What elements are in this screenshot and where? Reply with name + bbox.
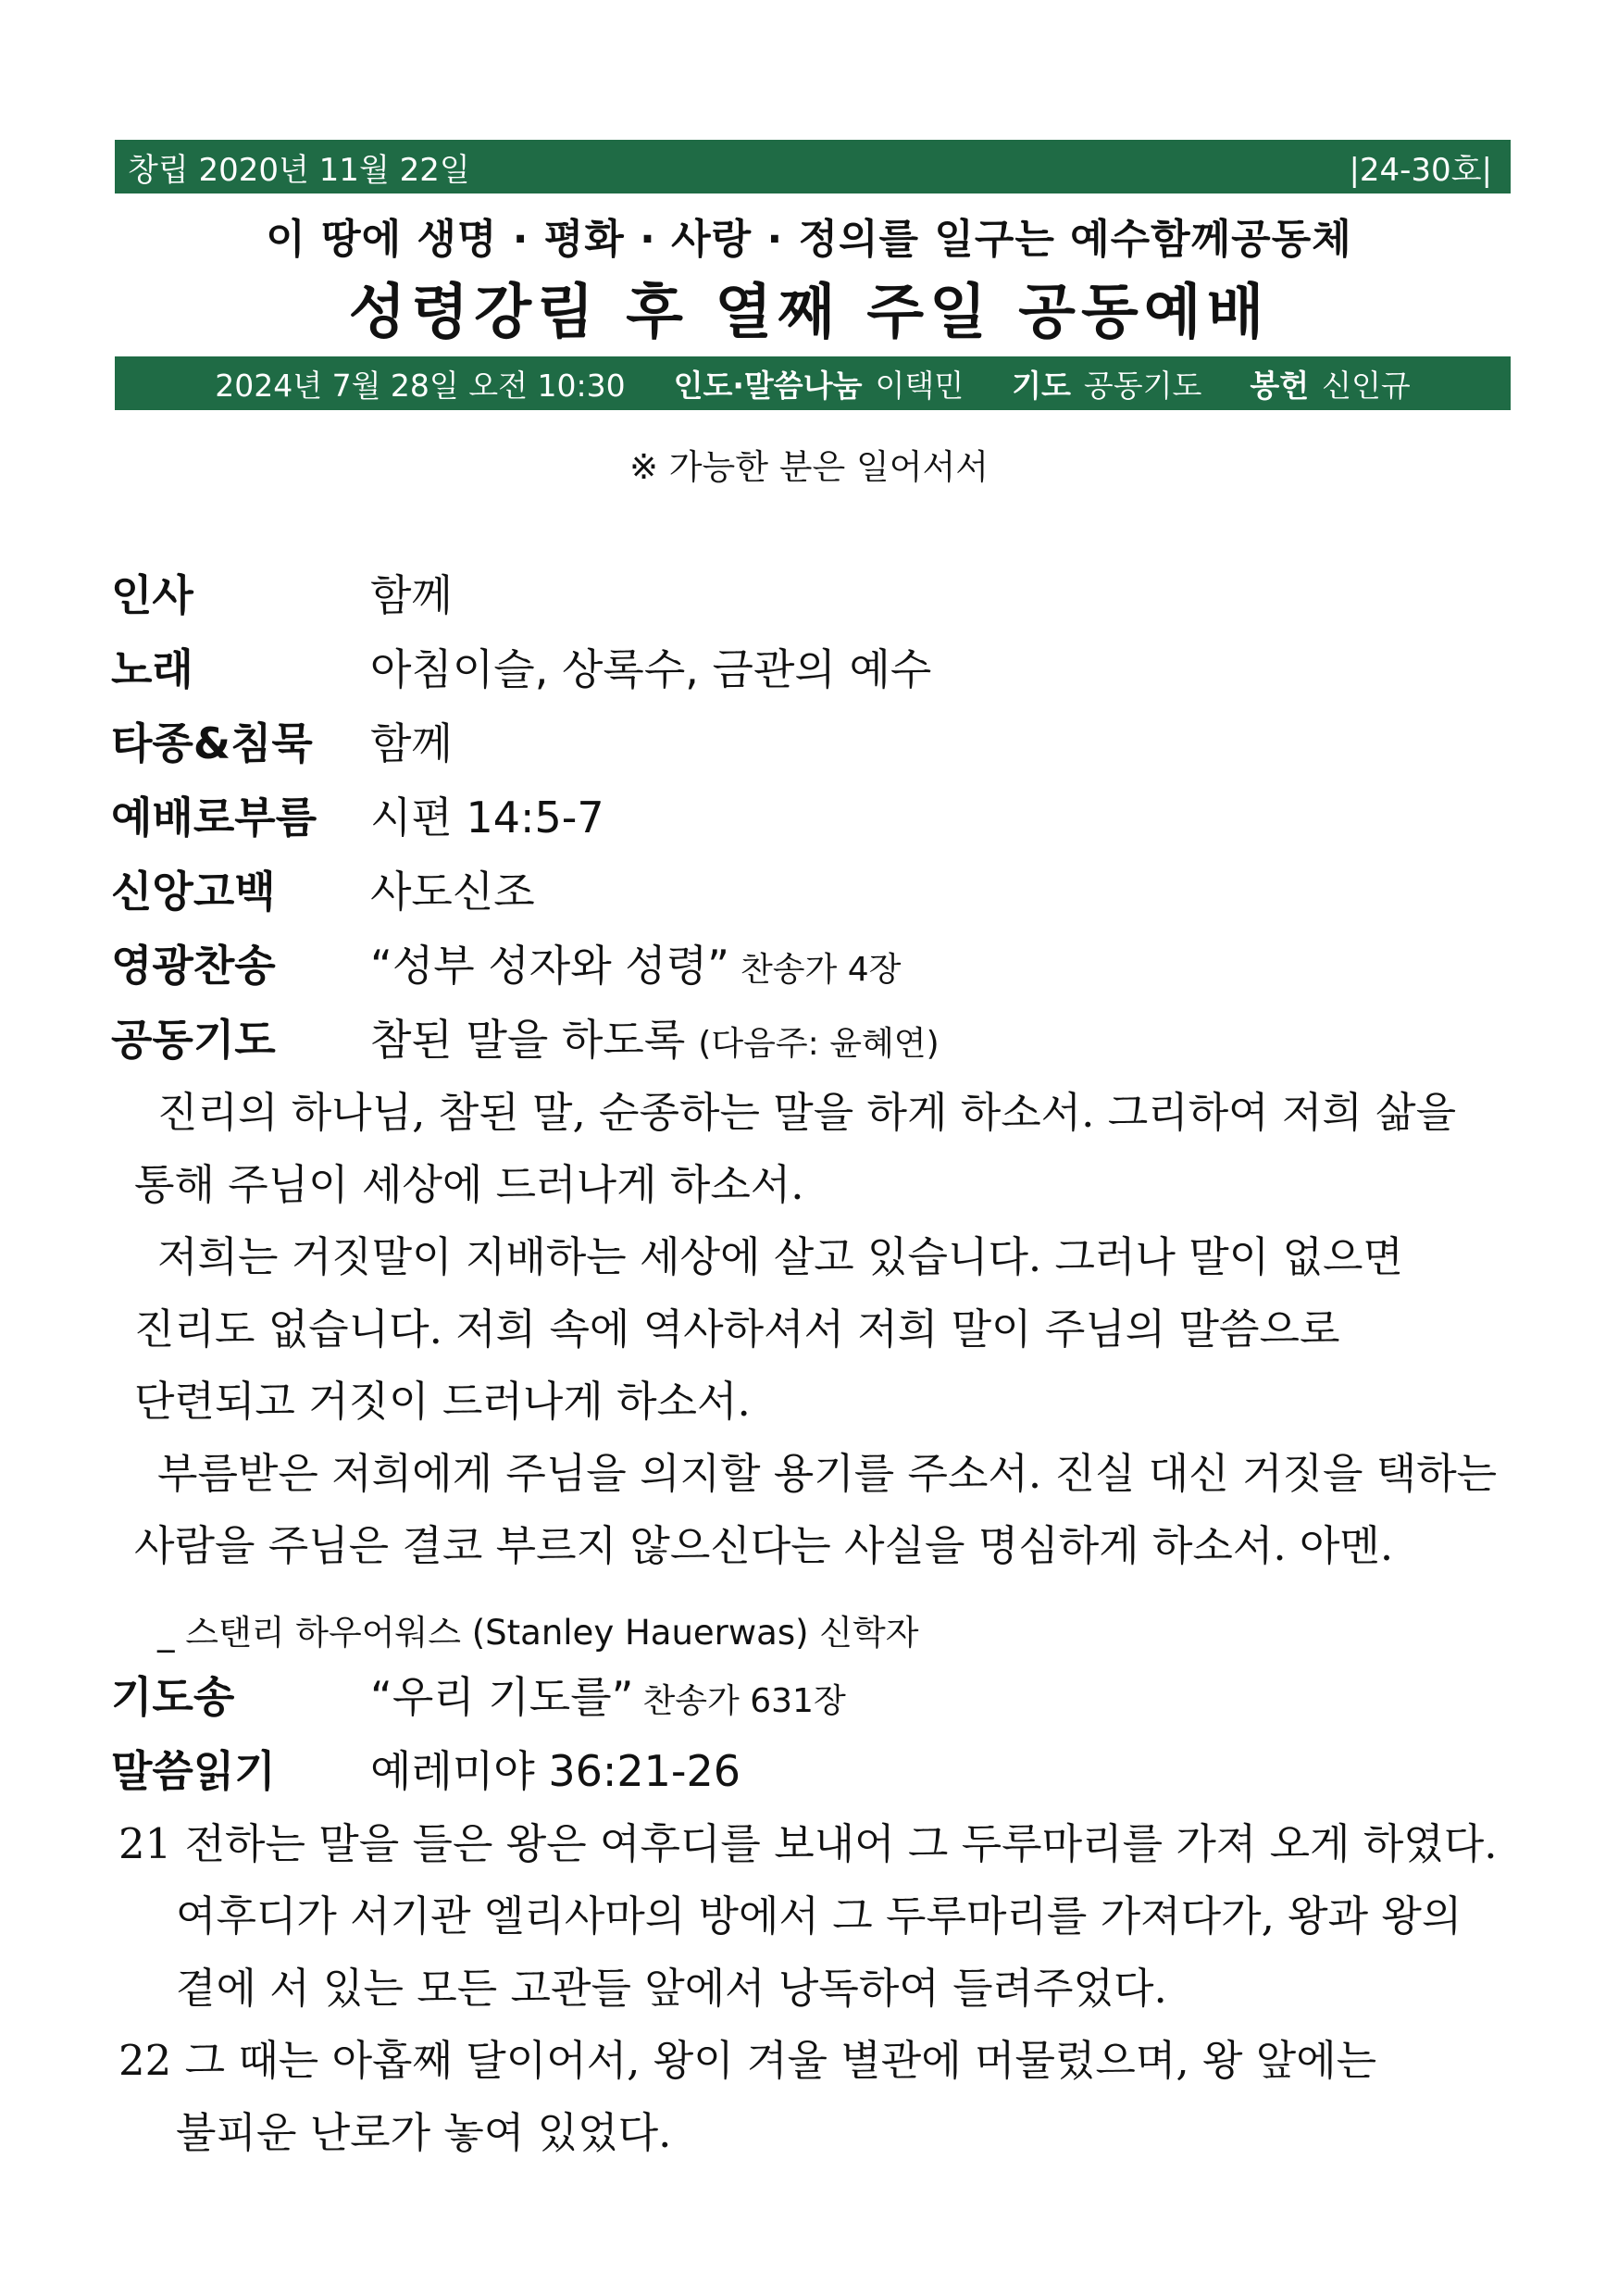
prayer-line: 통해 주님이 세상에 드러나게 하소서. [134,1160,804,1209]
order-note: 찬송가 4장 [740,951,902,989]
order-item [111,1664,846,1725]
order-value: 아침이슬, 상록수, 금관의 예수 [370,644,932,694]
community-subtitle: 이 땅에 생명 · 평화 · 사랑 · 정의를 일구는 예수함께공동체 [266,216,1352,263]
order-value: 사도신조 [370,867,535,917]
lead-name: 이택민 [875,367,965,404]
founded-date: 창립 2020년 11월 22일 [128,151,470,189]
order-item [111,1006,940,1067]
order-value: 참된 말을 하도록 [370,1015,686,1065]
issue-number: |24-30호| [1349,151,1492,189]
verse-line: 곁에 서 있는 모든 고관들 앞에서 낭독하여 들려주었다. [176,1964,1167,2013]
order-label: 예배로부름 [111,792,317,842]
order-value: 함께 [370,718,453,768]
order-item [111,636,931,697]
order-item [111,858,535,919]
order-item [111,562,453,623]
prayer-line: 저희는 거짓말이 지배하는 세상에 살고 있습니다. 그러나 말이 없으면 [157,1232,1403,1281]
order-label: 타종&침묵 [111,718,313,768]
order-value: 시편 14:5-7 [370,792,604,842]
order-value: 예레미야 36:21-26 [370,1746,741,1796]
verse-line: 여후디가 서기관 엘리사마의 방에서 그 두루마리를 가져다가, 왕과 왕의 [176,1891,1462,1940]
service-info-bar [115,356,1511,410]
verse-line: 22 그 때는 아홉째 달이어서, 왕이 겨울 별관에 머물렀으며, 왕 앞에는 [118,2036,1377,2085]
offering-label: 봉헌 [1250,367,1310,404]
order-label: 노래 [111,644,193,694]
lead-label: 인도·말씀나눔 [673,367,863,404]
prayer-line: 진리의 하나님, 참된 말, 순종하는 말을 하게 하소서. 그리하여 저희 삶을 [157,1088,1457,1137]
order-label: 기도송 [111,1672,235,1722]
verse-line: 불피운 난로가 놓여 있었다. [176,2108,672,2157]
order-item [111,784,604,845]
prayer-source: _ 스탠리 하우어워스 (Stanley Hauerwas) 신학자 [157,1613,919,1653]
offering-name: 신인규 [1322,367,1411,404]
standing-notice: ※ 가능한 분은 일어서서 [629,447,989,487]
prayer-line: 진리도 없습니다. 저희 속에 역사하셔서 저희 말이 주님의 말씀으로 [134,1304,1340,1354]
order-label: 인사 [111,570,193,620]
prayer-name: 공동기도 [1083,367,1202,404]
header-bar [115,140,1511,193]
order-note: (다음주: 윤혜연) [698,1025,940,1063]
order-note: 찬송가 631장 [642,1682,846,1720]
verse-line: 21 전하는 말을 들은 왕은 여후디를 보내어 그 두루마리를 가져 오게 하였다. [118,1819,1498,1868]
prayer-line: 사람을 주님은 결코 부르지 않으신다는 사실을 명심하게 하소서. 아멘. [134,1521,1394,1570]
order-label: 영광찬송 [111,941,276,991]
order-label: 공동기도 [111,1015,276,1065]
order-item [111,932,901,993]
service-datetime: 2024년 7월 28일 오전 10:30 [215,367,626,404]
order-value: 함께 [370,570,453,620]
order-label: 말씀읽기 [111,1746,276,1796]
page-title: 성령강림 후 열째 주일 공동예배 [348,279,1270,347]
order-label: 신앙고백 [111,867,276,917]
prayer-line: 부름받은 저희에게 주님을 의지할 용기를 주소서. 진실 대신 거짓을 택하는 [157,1449,1498,1498]
order-value: “성부 성자와 성령” [370,941,729,991]
order-value: “우리 기도를” [370,1672,634,1722]
prayer-line: 단련되고 거짓이 드러나게 하소서. [134,1377,751,1426]
order-item [111,1738,741,1799]
prayer-label: 기도 [1012,367,1071,404]
order-item [111,710,453,771]
